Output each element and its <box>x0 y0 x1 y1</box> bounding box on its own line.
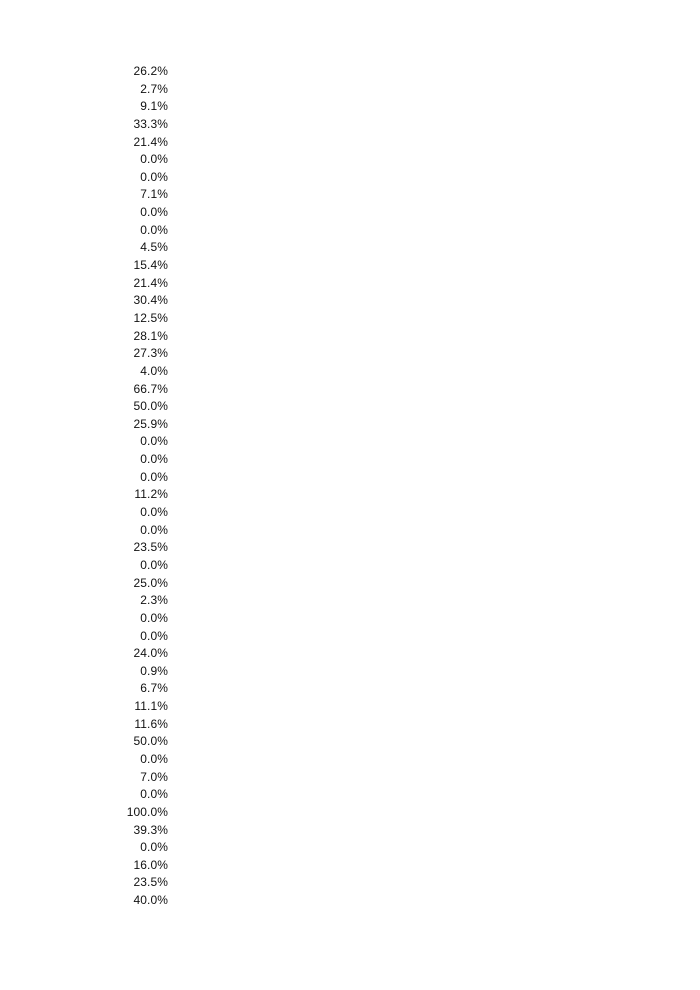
percentage-cell: 9.1% <box>140 99 168 114</box>
percentage-cell: 0.0% <box>140 434 168 449</box>
percentage-cell: 11.1% <box>134 699 168 714</box>
percentage-cell: 0.0% <box>140 751 168 766</box>
percentage-cell: 30.4% <box>133 293 168 308</box>
percentage-cell: 27.3% <box>133 346 168 361</box>
percentage-cell: 100.0% <box>126 804 168 819</box>
percentage-cell: 23.5% <box>133 540 168 555</box>
percentage-cell: 28.1% <box>133 328 168 343</box>
percentage-cell: 25.0% <box>133 575 168 590</box>
percentage-cell: 0.0% <box>140 522 168 537</box>
percentage-cell: 4.5% <box>140 240 168 255</box>
percentage-column <box>100 63 168 910</box>
percentage-cell: 0.0% <box>140 222 168 237</box>
percentage-cell: 0.0% <box>140 452 168 467</box>
percentage-cell: 7.1% <box>140 187 168 202</box>
percentage-cell: 11.6% <box>134 716 168 731</box>
percentage-cell: 0.0% <box>140 469 168 484</box>
percentage-cell: 21.4% <box>133 134 168 149</box>
percentage-cell: 25.9% <box>133 416 168 431</box>
percentage-cell: 0.0% <box>140 505 168 520</box>
percentage-cell: 4.0% <box>140 363 168 378</box>
percentage-cell: 0.0% <box>140 840 168 855</box>
percentage-cell: 0.0% <box>140 205 168 220</box>
percentage-cell: 11.2% <box>134 487 168 502</box>
percentage-cell: 0.0% <box>140 152 168 167</box>
percentage-cell: 6.7% <box>140 681 168 696</box>
percentage-cell: 26.2% <box>133 64 168 78</box>
percentage-cell: 0.0% <box>140 557 168 572</box>
percentage-cell: 0.0% <box>140 610 168 625</box>
percentage-cell: 23.5% <box>133 875 168 890</box>
percentage-cell: 2.7% <box>140 81 168 96</box>
percentage-cell: 39.3% <box>133 822 168 837</box>
percentage-cell: 21.4% <box>133 275 168 290</box>
percentage-cell: 50.0% <box>133 734 168 749</box>
percentage-cell: 15.4% <box>133 258 168 273</box>
percentage-cell: 2.3% <box>140 593 168 608</box>
percentage-cell: 0.0% <box>140 169 168 184</box>
percentage-cell: 16.0% <box>133 857 168 872</box>
percentage-cell: 33.3% <box>133 116 168 131</box>
percentage-cell: 7.0% <box>140 769 168 784</box>
percentage-cell: 50.0% <box>133 399 168 414</box>
percentage-cell: 0.0% <box>140 787 168 802</box>
percentage-cell: 0.0% <box>140 628 168 643</box>
percentage-cell: 40.0% <box>133 893 168 908</box>
percentage-cell: 24.0% <box>133 646 168 661</box>
percentage-cell: 0.9% <box>140 663 168 678</box>
percentage-cell: 12.5% <box>133 310 168 325</box>
percentage-cell: 66.7% <box>133 381 168 396</box>
